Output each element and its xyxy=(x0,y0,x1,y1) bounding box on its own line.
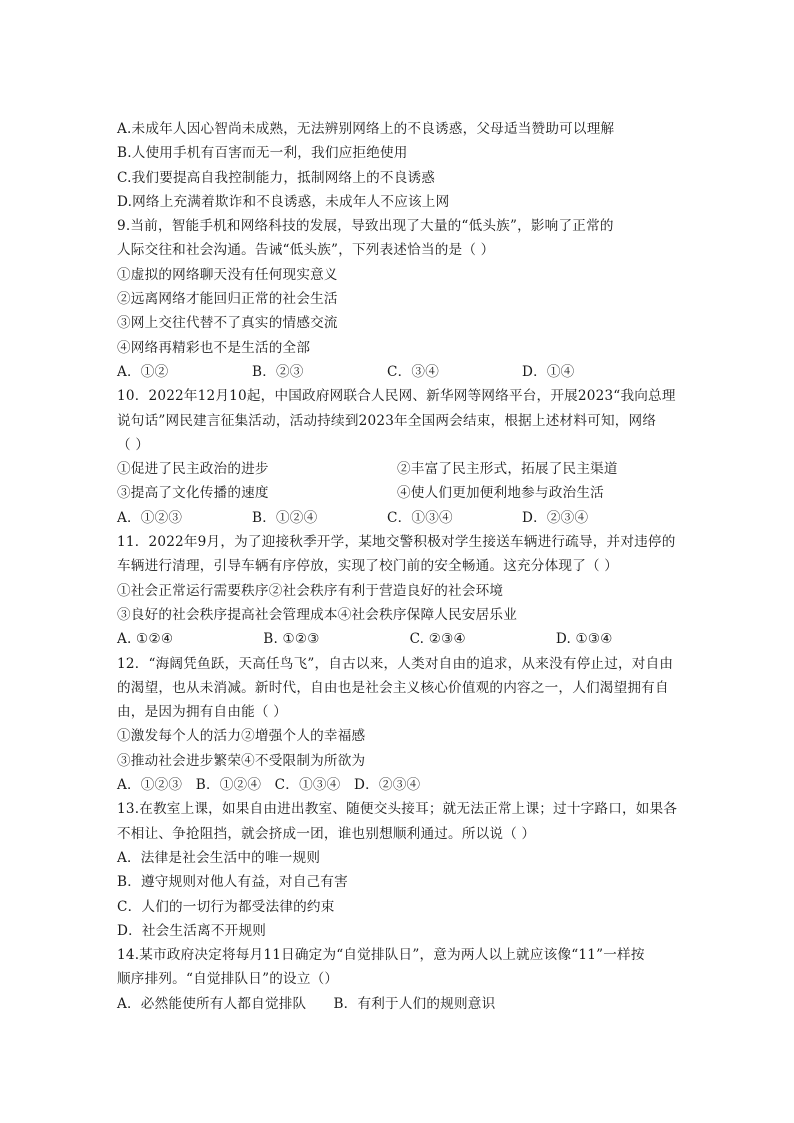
q9-stem-line1: 9.当前，智能手机和网络科技的发展，导致出现了大量的“低头族”，影响了正常的 xyxy=(117,218,614,235)
q10-stem-line1: 10．2022年12月10起，中国政府网联合人民网、新华网等网络平台，开展2023“我向总理 xyxy=(117,388,676,405)
q11-stem-line2: 车辆进行清理，引导车辆有序停放，实现了校门前的安全畅通。这充分体现了（ ） xyxy=(117,558,619,575)
q10-choice-d: D．②③④ xyxy=(522,509,589,526)
q12-stem-line3: 由，是因为拥有自由能（ ） xyxy=(117,704,288,721)
q13-option-c: C．人们的一切行为都受法律的约束 xyxy=(117,898,335,915)
q11-choice-c: C. ②③④ xyxy=(409,631,466,648)
q10-items-row2 xyxy=(117,481,677,505)
prev-option-d: D.网络上充满着欺诈和不良诱惑，未成年人不应该上网 xyxy=(117,193,450,210)
q11-item-1: ①社会正常运行需要秩序②社会秩序有利于营造良好的社会环境 xyxy=(117,582,504,599)
q11-choice-a: A. ①②④ xyxy=(117,631,174,648)
exam-content xyxy=(117,117,677,1016)
q13-stem-line1: 13.在教室上课，如果自由进出教室、随便交头接耳；就无法正常上课；过十字路口，如果各 xyxy=(117,801,678,818)
q13-stem-line2: 不相让、争抢阻挡，就会挤成一团，谁也别想顺利通过。所以说（ ） xyxy=(117,825,536,842)
q10-choices xyxy=(117,506,677,530)
q11-item-2: ③良好的社会秩序提高社会管理成本④社会秩序保障人民安居乐业 xyxy=(117,606,518,623)
q9-choice-a: A．①② xyxy=(117,363,169,380)
q10-items-row1 xyxy=(117,457,677,481)
q9-item-3: ③网上交往代替不了真实的情感交流 xyxy=(117,315,338,332)
prev-option-a: A.未成年人因心智尚未成熟，无法辨别网络上的不良诱惑，父母适当赞助可以理解 xyxy=(117,121,615,137)
q14-stem-line1: 14.某市政府决定将每月11日确定为“自觉排队日”，意为两人以上就应该像“11”一样按 xyxy=(117,947,645,964)
q11-choices xyxy=(117,627,677,651)
q9-item-4: ④网络再精彩也不是生活的全部 xyxy=(117,339,311,356)
q9-choice-b: B．②③ xyxy=(252,363,304,380)
q11-stem-line1: 11．2022年9月，为了迎接秋季开学，某地交警积极对学生接送车辆进行疏导，并对违停的 xyxy=(117,534,676,551)
q9-stem-line2: 人际交往和社会沟通。告诫“低头族”，下列表述恰当的是（ ） xyxy=(117,242,495,259)
q10-choice-c: C．①③④ xyxy=(387,509,453,526)
q14-options: A．必然能使所有人都自觉排队 B．有利于人们的规则意识 xyxy=(117,995,496,1012)
q13-option-b: B．遵守规则对他人有益，对自己有害 xyxy=(117,874,348,891)
q12-item-1: ①激发每个人的活力②增强个人的幸福感 xyxy=(117,728,366,745)
q10-choice-a: A．①②③ xyxy=(117,509,183,526)
q10-item-3: ③提高了文化传播的速度 xyxy=(117,485,269,502)
q12-stem-line2: 的渴望，也从未消减。新时代，自由也是社会主义核心价值观的内容之一，人们渴望拥有自 xyxy=(117,679,669,696)
q10-item-2: ②丰富了民主形式，拓展了民主渠道 xyxy=(397,461,618,478)
q10-item-4: ④使人们更加便利地参与政治生活 xyxy=(397,485,604,502)
q11-choice-d: D. ①③④ xyxy=(555,631,613,648)
q14-stem-line2: 顺序排列。“自觉排队日”的设立（） xyxy=(117,971,339,988)
q12-item-2: ③推动社会进步繁荣④不受限制为所欲为 xyxy=(117,752,366,769)
q9-item-2: ②远离网络才能回归正常的社会生活 xyxy=(117,291,338,308)
prev-option-c: C.我们要提高自我控制能力，抵制网络上的不良诱惑 xyxy=(117,169,436,186)
q9-choices xyxy=(117,360,677,384)
q9-choice-d: D．①④ xyxy=(522,363,575,380)
q13-option-a: A．法律是社会生活中的唯一规则 xyxy=(117,849,321,866)
q9-item-1: ①虚拟的网络聊天没有任何现实意义 xyxy=(117,266,338,283)
q12-choices: A．①②③ B．①②④ C．①③④ D．②③④ xyxy=(117,777,421,794)
q10-stem-line3: （ ） xyxy=(117,436,150,453)
q11-choice-b: B. ①②③ xyxy=(263,631,320,648)
prev-option-b: B.人使用手机有百害而无一利，我们应拒绝使用 xyxy=(117,145,408,162)
q10-stem-line2: 说句话”网民建言征集活动，活动持续到2023年全国两会结束，根据上述材料可知，网络 xyxy=(117,412,657,429)
q12-stem-line1: 12．“海阔凭鱼跃，天高任鸟飞”，自古以来，人类对自由的追求，从来没有停止过，对自由 xyxy=(117,655,674,672)
q10-choice-b: B．①②④ xyxy=(252,509,318,526)
q9-choice-c: C．③④ xyxy=(387,363,439,380)
q10-item-1: ①促进了民主政治的进步 xyxy=(117,461,269,478)
q13-option-d: D．社会生活离不开规则 xyxy=(117,922,267,939)
